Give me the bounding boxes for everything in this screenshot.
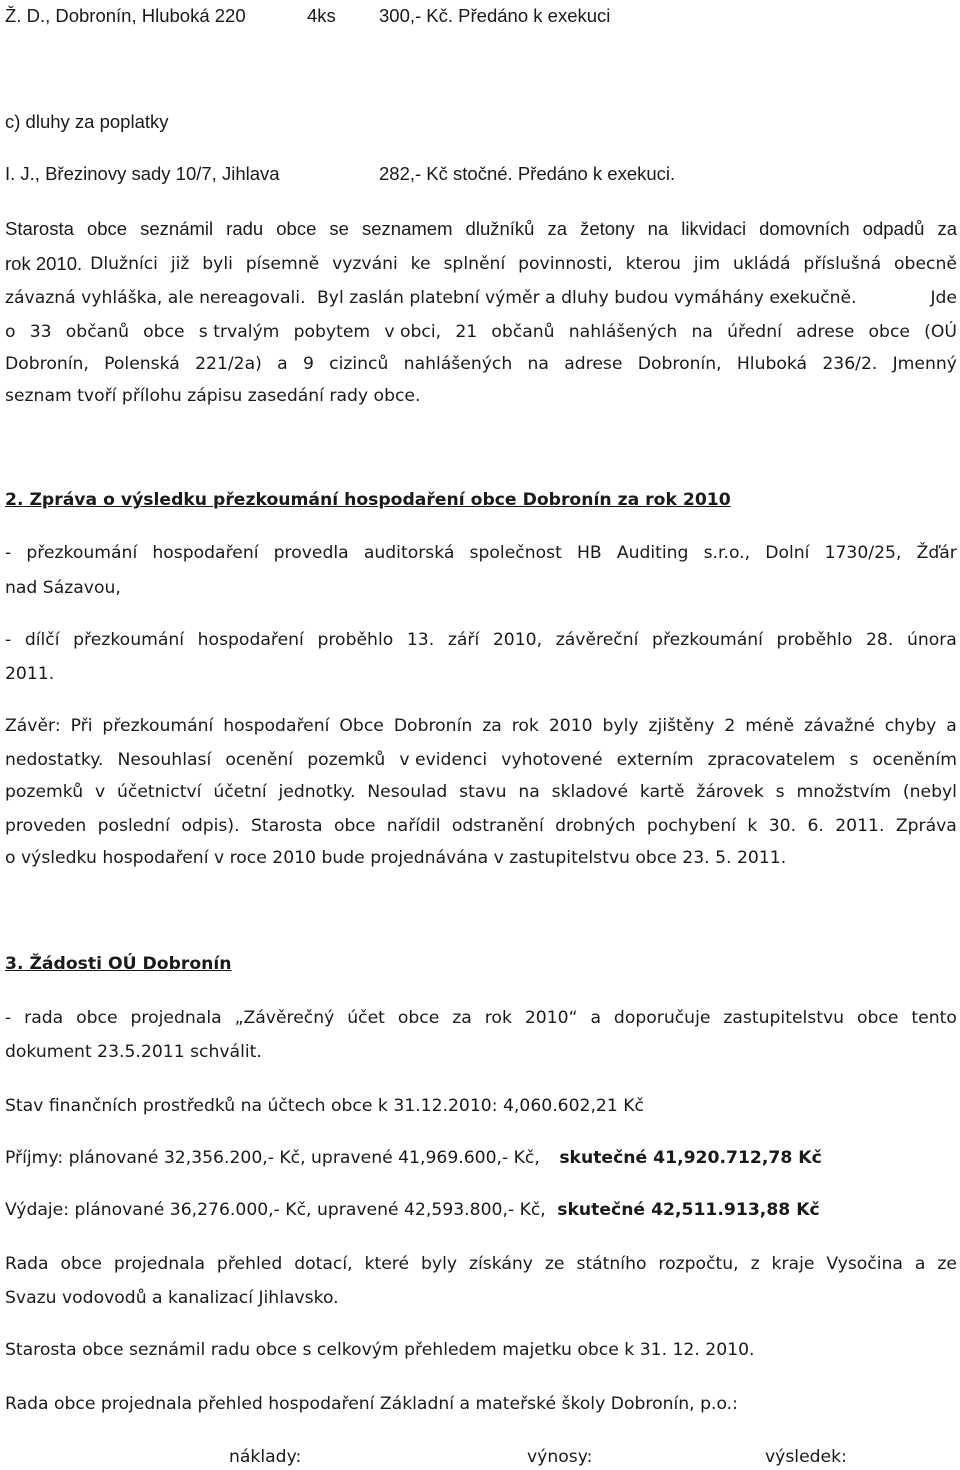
debt-amount: 282,- Kč stočné. Předáno k exekuci. bbox=[379, 163, 676, 184]
section-2-heading: 2. Zpráva o výsledku přezkoumání hospodaření obce Dobronín za rok 2010 bbox=[5, 490, 731, 510]
para1-line-5 bbox=[5, 352, 957, 376]
word: pochybení bbox=[646, 816, 737, 836]
word: obce bbox=[76, 1008, 118, 1028]
word: projednala bbox=[130, 1008, 222, 1028]
sec2-item2-line-1 bbox=[5, 628, 957, 652]
word: Polenská bbox=[104, 354, 180, 374]
word: - bbox=[5, 1008, 12, 1028]
word: povinnosti, bbox=[518, 254, 613, 274]
word: adrese bbox=[564, 354, 623, 374]
word: proveden bbox=[5, 816, 87, 836]
word: dotací, bbox=[294, 1254, 353, 1274]
word: Hluboká bbox=[736, 354, 808, 374]
word: proběhlo bbox=[317, 630, 394, 650]
word: obce bbox=[868, 322, 910, 342]
word: likvidaci bbox=[681, 218, 747, 239]
word: hospodaření bbox=[152, 543, 259, 563]
income-plan: Příjmy: plánované 32,356.200,- Kč, upravené 41,969.600,- Kč, bbox=[5, 1148, 540, 1168]
word: a bbox=[590, 1008, 601, 1028]
sec2-conclusion-line-2 bbox=[5, 748, 957, 772]
para1-line-4 bbox=[5, 320, 957, 344]
word: příslušná bbox=[803, 254, 882, 274]
word: provedla bbox=[273, 543, 349, 563]
para1-line-2 bbox=[5, 252, 957, 276]
word: s.r.o., bbox=[703, 543, 751, 563]
word: proběhlo bbox=[776, 630, 853, 650]
word: obce bbox=[397, 1008, 440, 1028]
word: 6. bbox=[807, 816, 824, 836]
word: 2010, bbox=[492, 630, 543, 650]
word: s bbox=[849, 750, 859, 770]
word: závěreční bbox=[555, 630, 639, 650]
word: externím bbox=[616, 750, 694, 770]
word: písemně bbox=[245, 254, 320, 274]
col-costs: náklady: bbox=[229, 1447, 302, 1467]
word: Dobronín, bbox=[637, 354, 722, 374]
school-finance: Rada obce projednala přehled hospodaření Základní a mateřské školy Dobronín, p.o.: bbox=[5, 1394, 738, 1414]
word: účetnictví bbox=[116, 782, 202, 802]
word: získány bbox=[468, 1254, 533, 1274]
sec2-item1-line-2: nad Sázavou, bbox=[5, 578, 121, 598]
expense-line bbox=[5, 1198, 820, 1222]
word: dílčí bbox=[24, 630, 60, 650]
sec2-conclusion-line-5: o výsledku hospodaření v roce 2010 bude projednávána v zastupitelstvu obce 23. 5. 2011. bbox=[5, 848, 787, 868]
sec3-item1-line-2: dokument 23.5.2011 schválit. bbox=[5, 1042, 262, 1062]
word: hospodaření bbox=[223, 716, 330, 736]
word: oceněním bbox=[872, 750, 957, 770]
subsidies-line-2: Svazu vodovodů a kanalizací Jihlavsko. bbox=[5, 1288, 339, 1308]
word: pozemků bbox=[307, 750, 386, 770]
word: Starosta bbox=[5, 218, 74, 239]
word: nařídil bbox=[386, 816, 441, 836]
word: nedostatky. bbox=[5, 750, 104, 770]
word: k bbox=[747, 816, 758, 836]
debt-qty: 4ks bbox=[307, 5, 336, 26]
word: občanů bbox=[491, 322, 555, 342]
para1-line-2-rest bbox=[90, 252, 957, 276]
word: obecně bbox=[894, 254, 957, 274]
word: žárovek bbox=[696, 782, 764, 802]
word: v evidenci bbox=[399, 750, 488, 770]
word: v obci, bbox=[384, 322, 442, 342]
word: září bbox=[447, 630, 480, 650]
word: 9 bbox=[302, 354, 314, 374]
para1-line-6: seznam tvoří přílohu zápisu zasedání rady obce. bbox=[5, 386, 421, 406]
word: z bbox=[750, 1254, 760, 1274]
word: méně bbox=[745, 716, 795, 736]
word: seznamem bbox=[362, 218, 453, 239]
word: 28. bbox=[865, 630, 894, 650]
word: nahlášených bbox=[568, 322, 678, 342]
word: Nesouhlasí bbox=[117, 750, 212, 770]
word: seznámil bbox=[140, 218, 214, 239]
debt-name: Ž. D., Dobronín, Hluboká 220 bbox=[5, 5, 246, 26]
word: Při bbox=[70, 716, 93, 736]
expense-actual: skutečné 42,511.913,88 Kč bbox=[557, 1200, 820, 1220]
word: února bbox=[906, 630, 957, 650]
word: v bbox=[94, 782, 106, 802]
word: poslední bbox=[97, 816, 170, 836]
word: 30. bbox=[768, 816, 797, 836]
expense-plan: Výdaje: plánované 36,276.000,- Kč, upravené 42,593.800,- Kč, bbox=[5, 1200, 546, 1220]
word: které bbox=[364, 1254, 410, 1274]
word: ke bbox=[410, 254, 431, 274]
word: na bbox=[691, 322, 713, 342]
word: na bbox=[647, 218, 669, 239]
word: za bbox=[937, 218, 957, 239]
para1-line-3 bbox=[5, 286, 957, 310]
word: 2010 bbox=[548, 716, 593, 736]
word: obce bbox=[276, 218, 317, 239]
word: Dolní bbox=[765, 543, 810, 563]
word: pozemků bbox=[5, 782, 84, 802]
word: adrese bbox=[796, 322, 855, 342]
word: vyzváni bbox=[332, 254, 398, 274]
para1-line-3-end: Jde bbox=[930, 288, 957, 308]
word: odpis). bbox=[181, 816, 240, 836]
word: domovních bbox=[759, 218, 850, 239]
debt-name: I. J., Březinovy sady 10/7, Jihlava bbox=[5, 163, 280, 184]
word: Dlužníci bbox=[90, 254, 158, 274]
word: 21 bbox=[455, 322, 478, 342]
word: 221/2a) bbox=[195, 354, 262, 374]
word: a bbox=[946, 716, 957, 736]
word: (nebyl bbox=[902, 782, 957, 802]
word: úřední bbox=[727, 322, 782, 342]
word: chyby bbox=[884, 716, 937, 736]
word: skladové bbox=[551, 782, 629, 802]
debt-amount: 300,- Kč. Předáno k exekuci bbox=[379, 5, 611, 26]
word: o bbox=[5, 322, 16, 342]
word: 2011. bbox=[835, 816, 885, 836]
word: rok bbox=[484, 1008, 512, 1028]
word: přezkoumání bbox=[73, 630, 185, 650]
word: - bbox=[5, 630, 12, 650]
word: dlužníků bbox=[465, 218, 535, 239]
word: stavu bbox=[459, 782, 507, 802]
word: projednala bbox=[113, 1254, 205, 1274]
para1-line-2-start: rok 2010. bbox=[5, 253, 83, 274]
word: Dobronín, bbox=[5, 354, 89, 374]
word: účetní bbox=[213, 782, 267, 802]
word: Vysočina bbox=[826, 1254, 903, 1274]
word: státního bbox=[576, 1254, 647, 1274]
word: rada bbox=[24, 1008, 64, 1028]
sec2-item2-line-2: 2011. bbox=[5, 664, 55, 684]
word: s trvalým bbox=[198, 322, 280, 342]
word: ukládá bbox=[732, 254, 791, 274]
col-revenues: výnosy: bbox=[527, 1447, 593, 1467]
word: již bbox=[170, 254, 190, 274]
word: obce bbox=[60, 1254, 102, 1274]
word: Zpráva bbox=[895, 816, 957, 836]
word: cizinců bbox=[329, 354, 389, 374]
word: obce bbox=[857, 1008, 899, 1028]
word: rok bbox=[511, 716, 539, 736]
word: vyhotovené bbox=[501, 750, 603, 770]
word: účet bbox=[347, 1008, 385, 1028]
word: Starosta bbox=[250, 816, 323, 836]
assets-overview: Starosta obce seznámil radu obce s celkovým přehledem majetku obce k 31. 12. 2010. bbox=[5, 1340, 755, 1360]
word: „Závěrečný bbox=[234, 1008, 335, 1028]
income-actual: skutečné 41,920.712,78 Kč bbox=[559, 1148, 822, 1168]
para1-line-3-start: závazná vyhláška, ale nereagovali. bbox=[5, 288, 306, 308]
word: 2010“ bbox=[524, 1008, 578, 1028]
word: společnost bbox=[469, 543, 562, 563]
word: na bbox=[527, 354, 549, 374]
word: a bbox=[277, 354, 288, 374]
word: Obce bbox=[339, 716, 384, 736]
word: kterou bbox=[625, 254, 681, 274]
word: zjištěny bbox=[648, 716, 715, 736]
word: Žďár bbox=[916, 543, 957, 563]
word: množstvím bbox=[796, 782, 892, 802]
word: žetony bbox=[580, 218, 635, 239]
word: Závěr: bbox=[5, 716, 61, 736]
word: ocenění bbox=[225, 750, 294, 770]
word: obce bbox=[143, 322, 185, 342]
para1-line-1 bbox=[5, 217, 957, 241]
word: Nesoulad bbox=[367, 782, 448, 802]
word: kartě bbox=[639, 782, 685, 802]
word: na bbox=[518, 782, 540, 802]
word: zpracovatelem bbox=[707, 750, 836, 770]
word: 33 bbox=[29, 322, 52, 342]
word: za bbox=[482, 716, 502, 736]
sec2-conclusion-line-1 bbox=[5, 714, 957, 738]
word: přezkoumání bbox=[652, 630, 763, 650]
word: 1730/25, bbox=[824, 543, 902, 563]
sec2-item1-line-1 bbox=[5, 541, 957, 565]
word: za bbox=[547, 218, 568, 239]
word: závažné bbox=[804, 716, 875, 736]
word: byly bbox=[420, 1254, 458, 1274]
word: za bbox=[452, 1008, 472, 1028]
word: odpadů bbox=[862, 218, 925, 239]
word: Auditing bbox=[616, 543, 689, 563]
word: přezkoumání bbox=[102, 716, 214, 736]
word: doporučuje bbox=[613, 1008, 711, 1028]
word: občanů bbox=[65, 322, 129, 342]
word: přezkoumání bbox=[26, 543, 138, 563]
word: HB bbox=[576, 543, 602, 563]
word: byli bbox=[202, 254, 233, 274]
word: (OÚ bbox=[924, 322, 957, 342]
subsidies-line-1 bbox=[5, 1252, 957, 1276]
word: radu bbox=[226, 218, 264, 239]
word: obce bbox=[86, 218, 128, 239]
sec3-item1-line-1 bbox=[5, 1006, 957, 1030]
finance-balance: Stav finančních prostředků na účtech obce k 31.12.2010: 4,060.602,21 Kč bbox=[5, 1096, 644, 1116]
word: 2 bbox=[724, 716, 736, 736]
col-result: výsledek: bbox=[765, 1447, 847, 1467]
word: Rada bbox=[5, 1254, 49, 1274]
sec2-conclusion-line-4 bbox=[5, 814, 957, 838]
word: ze bbox=[937, 1254, 957, 1274]
word: obce bbox=[333, 816, 376, 836]
sec2-conclusion-line-3 bbox=[5, 780, 957, 804]
word: ze bbox=[544, 1254, 565, 1274]
word: jim bbox=[693, 254, 721, 274]
para1-line-3-mid: Byl zaslán platební výměr a dluhy budou vymáhány exekučně. bbox=[317, 288, 857, 308]
word: Dobronín bbox=[393, 716, 473, 736]
word: přehled bbox=[216, 1254, 283, 1274]
word: Jmenný bbox=[892, 354, 957, 374]
income-line bbox=[5, 1146, 822, 1170]
word: splnění bbox=[443, 254, 506, 274]
word: jednotky. bbox=[278, 782, 356, 802]
word: tento bbox=[911, 1008, 957, 1028]
word: drobných bbox=[555, 816, 636, 836]
word: hospodaření bbox=[197, 630, 304, 650]
word: s bbox=[775, 782, 785, 802]
word: byly bbox=[602, 716, 639, 736]
word: 236/2. bbox=[822, 354, 878, 374]
word: zastupitelstvu bbox=[723, 1008, 845, 1028]
word: odstranění bbox=[451, 816, 544, 836]
section-c-heading: c) dluhy za poplatky bbox=[5, 111, 169, 132]
word: a bbox=[914, 1254, 926, 1274]
word: pobytem bbox=[293, 322, 371, 342]
word: auditorská bbox=[363, 543, 455, 563]
word: se bbox=[329, 218, 349, 239]
word: rozpočtu, bbox=[658, 1254, 739, 1274]
word: nahlášených bbox=[403, 354, 513, 374]
word: 13. bbox=[406, 630, 435, 650]
word: - bbox=[5, 543, 12, 563]
word: kraje bbox=[771, 1254, 815, 1274]
section-3-heading: 3. Žádosti OÚ Dobronín bbox=[5, 954, 232, 974]
